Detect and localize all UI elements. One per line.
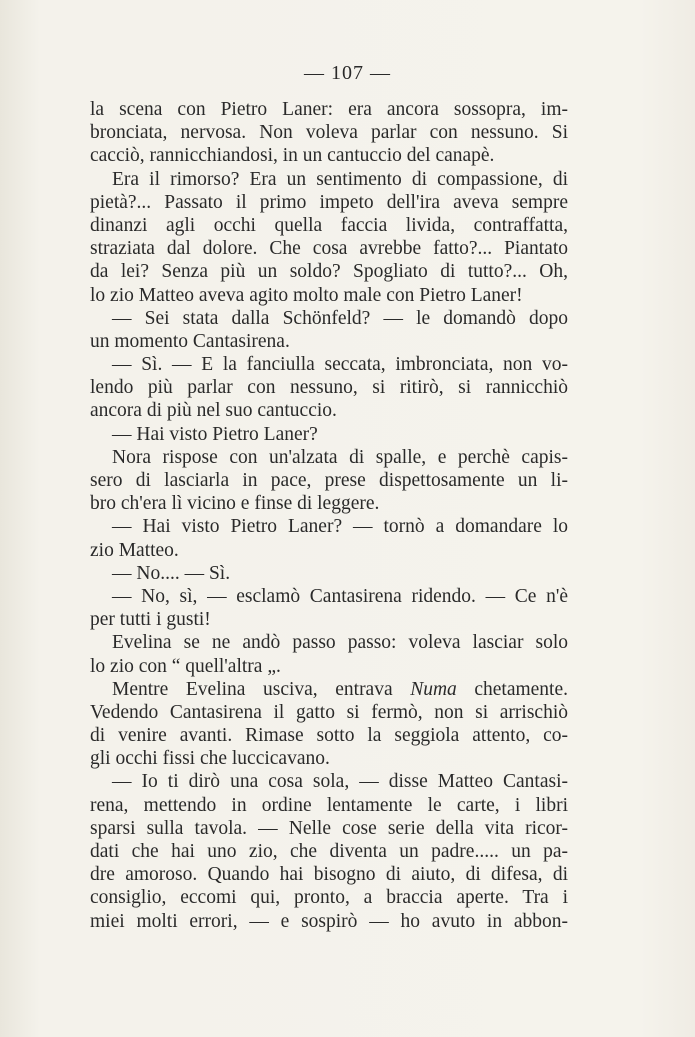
text-line: la scena con Pietro Laner: era ancora sossopra, im- — [90, 99, 568, 120]
text-line: miei molti errori, — e sospirò — ho avuto in abbon- — [90, 910, 568, 932]
text-line: per tutti i gusti! — [90, 609, 211, 631]
text-line: Evelina se ne andò passo passo: voleva lasciar solo — [112, 632, 568, 654]
text-line: lendo più parlar con nessuno, si ritirò, si rannicchiò — [90, 377, 568, 399]
text-line: gli occhi fissi che luccicavano. — [90, 748, 330, 770]
text-line: zio Matteo. — [90, 539, 179, 561]
text-line: — Io ti dirò una cosa sola, — disse Matteo Cantasi- — [112, 771, 568, 793]
text-line: Era il rimorso? Era un sentimento di compassione, di — [112, 168, 568, 190]
text-line: Vedendo Cantasirena il gatto si fermò, non si arrischiò — [90, 701, 568, 723]
text-line: consiglio, eccomi qui, pronto, a braccia aperte. Tra i — [90, 887, 568, 909]
text-line: dati che hai uno zio, che diventa un padre..... un pa- — [90, 841, 568, 862]
text-line: Mentre Evelina usciva, entrava Numa chetamente. — [112, 678, 568, 700]
text-line: bronciata, nervosa. Non voleva parlar con nessuno. Si — [90, 122, 568, 144]
text-line: — Sei stata dalla Schönfeld? — le domandò dopo — [112, 307, 568, 329]
text-line: straziata dal dolore. Che cosa avrebbe fatto?... Piantato — [90, 238, 568, 260]
text-line: — Sì. — E la fanciulla seccata, imbronciata, non vo- — [112, 354, 568, 376]
text-line: — No.... — Sì. — [112, 562, 231, 584]
text-line: pietà?... Passato il primo impeto dell'ira aveva sempre — [90, 191, 568, 213]
text-line: rena, mettendo in ordine lentamente le carte, i libri — [90, 794, 568, 816]
text-line: sparsi sulla tavola. — Nelle cose serie della vita ricor- — [90, 817, 568, 839]
text-line: sero di lasciarla in pace, prese dispettosamente un li- — [90, 470, 568, 491]
text-line: di venire avanti. Rimase sotto la seggiola attento, co- — [90, 725, 568, 747]
text-line: cacciò, rannicchiandosi, in un cantuccio del canapè. — [90, 145, 495, 167]
text-line: — Hai visto Pietro Laner? — [112, 423, 318, 445]
text-line: — No, sì, — esclamò Cantasirena ridendo. — Ce n'è — [112, 585, 568, 607]
text-line: — Hai visto Pietro Laner? — tornò a domandare lo — [112, 516, 568, 538]
italic-word: Numa — [410, 678, 457, 700]
text-line: Nora rispose con un'alzata di spalle, e perchè capis- — [112, 446, 568, 468]
page-number: — 107 — — [304, 62, 391, 84]
text-line: dre amoroso. Quando hai bisogno di aiuto, di difesa, di — [90, 864, 568, 886]
text-line: un momento Cantasirena. — [90, 330, 290, 352]
text-line: bro ch'era lì vicino e finse di leggere. — [90, 493, 380, 515]
text-line: ancora di più nel suo cantuccio. — [90, 400, 337, 422]
text-line: lo zio con “ quell'altra „. — [90, 655, 281, 677]
text-line: lo zio Matteo aveva agito molto male con Pietro Laner! — [90, 284, 523, 306]
text-line: da lei? Senza più un soldo? Spogliato di tutto?... Oh, — [90, 261, 568, 283]
body-text — [90, 98, 568, 933]
text-line: dinanzi agli occhi quella faccia livida, contraffatta, — [90, 214, 568, 236]
